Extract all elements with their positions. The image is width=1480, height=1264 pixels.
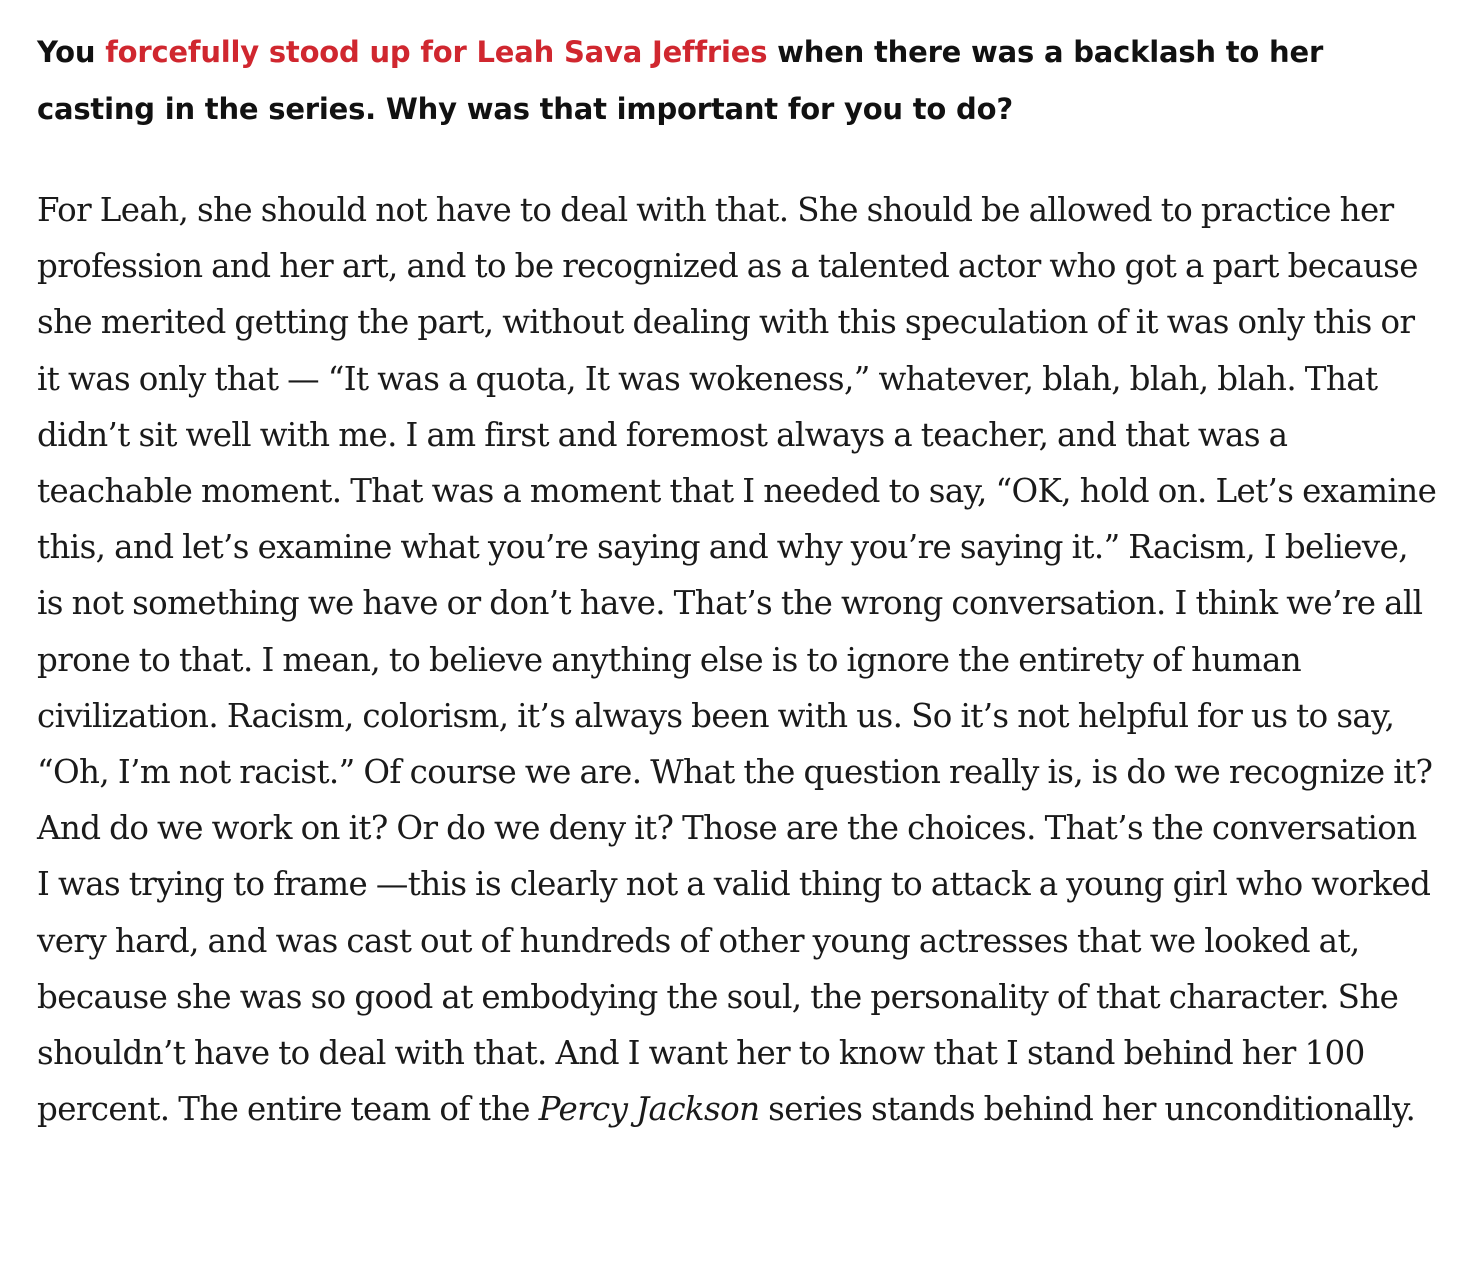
- interview-question: [37, 24, 1437, 138]
- interview-answer: [37, 182, 1437, 1137]
- answer-ending: series stands behind her unconditionally.: [759, 1090, 1416, 1129]
- answer-body: For Leah, she should not have to deal with that. She should be allowed to practice her profession and her art, and to be recognized as a talented actor who got a part because she merited getting the part, without dealing with this speculation of it was only this or it was only that — “It was a quota, It was wokeness,” whatever, blah, blah, blah. That didn’t sit well with me. I am first and foremost always a teacher, and that was a teachable moment. That was a moment that I needed to say, “OK, hold on. Let’s examine this, and let’s examine what you’re saying and why you’re saying it.” Racism, I believe, is not something we have or don’t have. That’s the wrong conversation. I think we’re all prone to that. I mean, to believe anything else is to ignore the entirety of human civilization. Racism, colorism, it’s always been with us. So it’s not helpful for us to say, “Oh, I’m not racist.” Of course we are. What the question really is, is do we recognize it? And do we work on it? Or do we deny it? Those are the choices. That’s the conversation I was trying to frame —this is clearly not a valid thing to attack a young girl who worked very hard, and was cast out of hundreds of other young actresses that we looked at, because she was so good at embodying the soul, the personality of that character. She shouldn’t have to deal with that. And I want her to know that I stand behind her 100 percent. The entire team of the: [37, 191, 1437, 1129]
- article: [37, 24, 1437, 1137]
- series-title: Percy Jackson: [538, 1090, 760, 1129]
- leah-article-link[interactable]: forcefully stood up for Leah Sava Jeffries: [105, 35, 768, 69]
- question-lead: You: [37, 35, 106, 69]
- question-rest: when there was a backlash to her casting in the series. Why was that important for you to do?: [37, 35, 1324, 126]
